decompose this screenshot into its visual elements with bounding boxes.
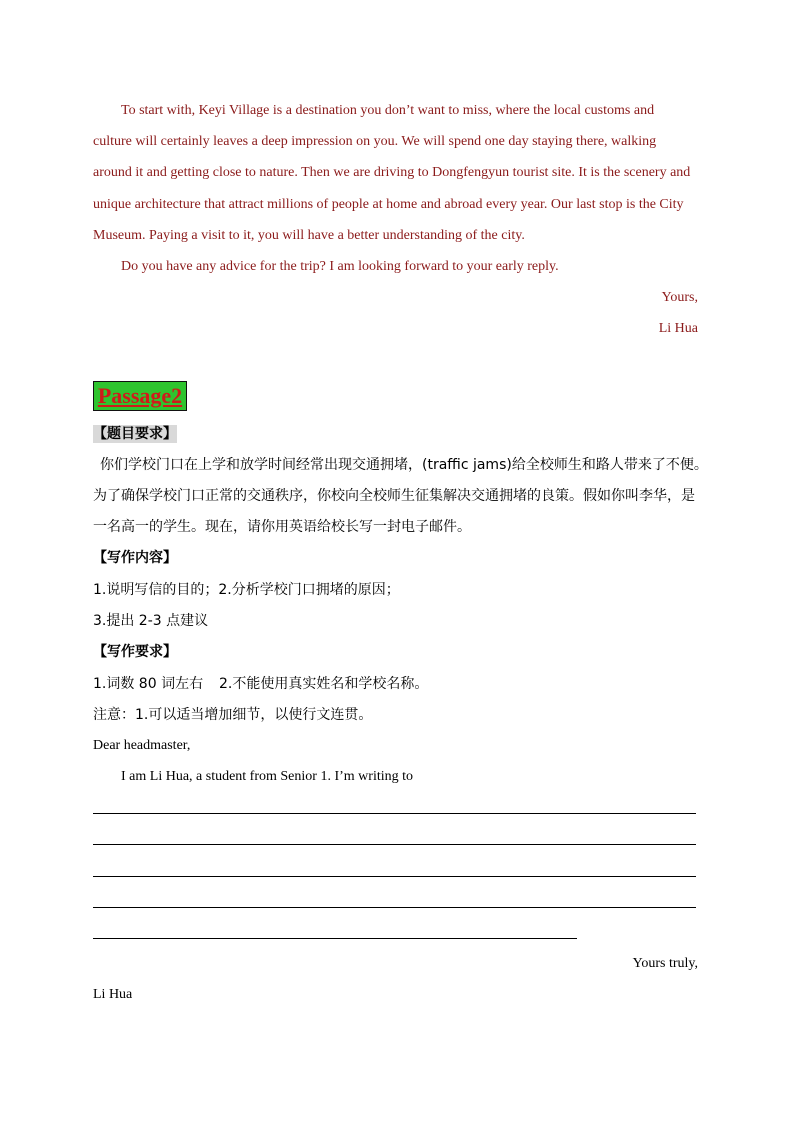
- salutation: Dear headmaster,: [93, 738, 191, 753]
- answer-line-1[interactable]: [93, 813, 696, 814]
- answer-line-2[interactable]: [93, 844, 696, 845]
- task-line-2: 为了确保学校门口正常的交通秩序，你校向全校师生征集解决交通拥堵的良策。假如你叫李华，是: [93, 488, 695, 504]
- letter1-closing: Yours,: [661, 290, 698, 305]
- requirement-line-b: 2.不能使用真实姓名和学校名称。: [219, 676, 429, 692]
- letter1-line-4: unique architecture that attract millions of people at home and abroad every year. Our last stop is the City: [93, 197, 684, 212]
- requirement-line-a: 1.词数 80 词左右: [93, 676, 204, 692]
- answer-line-3[interactable]: [93, 876, 696, 877]
- letter1-line-3: around it and getting close to nature. Then we are driving to Dongfengyun tourist site. It is the scenery and: [93, 165, 691, 180]
- letter1-signature: Li Hua: [658, 321, 698, 336]
- task-line-1: 你们学校门口在上学和放学时间经常出现交通拥堵，(traffic jams)给全校师生和路人带来了不便。: [100, 457, 708, 473]
- passage-title: Passage2: [93, 381, 187, 411]
- answer-line-4[interactable]: [93, 907, 696, 908]
- letter1-line-1: To start with, Keyi Village is a destination you don’t want to miss, where the local customs and: [121, 103, 655, 118]
- letter1-line-2: culture will certainly leaves a deep impression on you. We will spend one day staying there, walking: [93, 134, 657, 149]
- letter1-line-6: Do you have any advice for the trip? I am looking forward to your early reply.: [121, 259, 559, 274]
- content-line-1: 1.说明写信的目的；2.分析学校门口拥堵的原因；: [93, 582, 400, 598]
- closing: Yours truly,: [632, 956, 698, 971]
- task-line-3: 一名高一的学生。现在，请你用英语给校长写一封电子邮件。: [93, 519, 471, 535]
- requirement-tag: 【写作要求】: [93, 644, 177, 660]
- note-line: 注意：1.可以适当增加细节，以使行文连贯。: [93, 707, 373, 723]
- opening-line: I am Li Hua, a student from Senior 1. I’m writing to: [121, 769, 413, 784]
- letter1-line-5: Museum. Paying a visit to it, you will have a better understanding of the city.: [93, 228, 525, 243]
- signature: Li Hua: [93, 987, 133, 1002]
- content-line-2: 3.提出 2-3 点建议: [93, 613, 209, 629]
- answer-line-5[interactable]: [93, 938, 577, 939]
- task-tag: 【题目要求】: [93, 426, 177, 442]
- content-tag: 【写作内容】: [93, 550, 177, 566]
